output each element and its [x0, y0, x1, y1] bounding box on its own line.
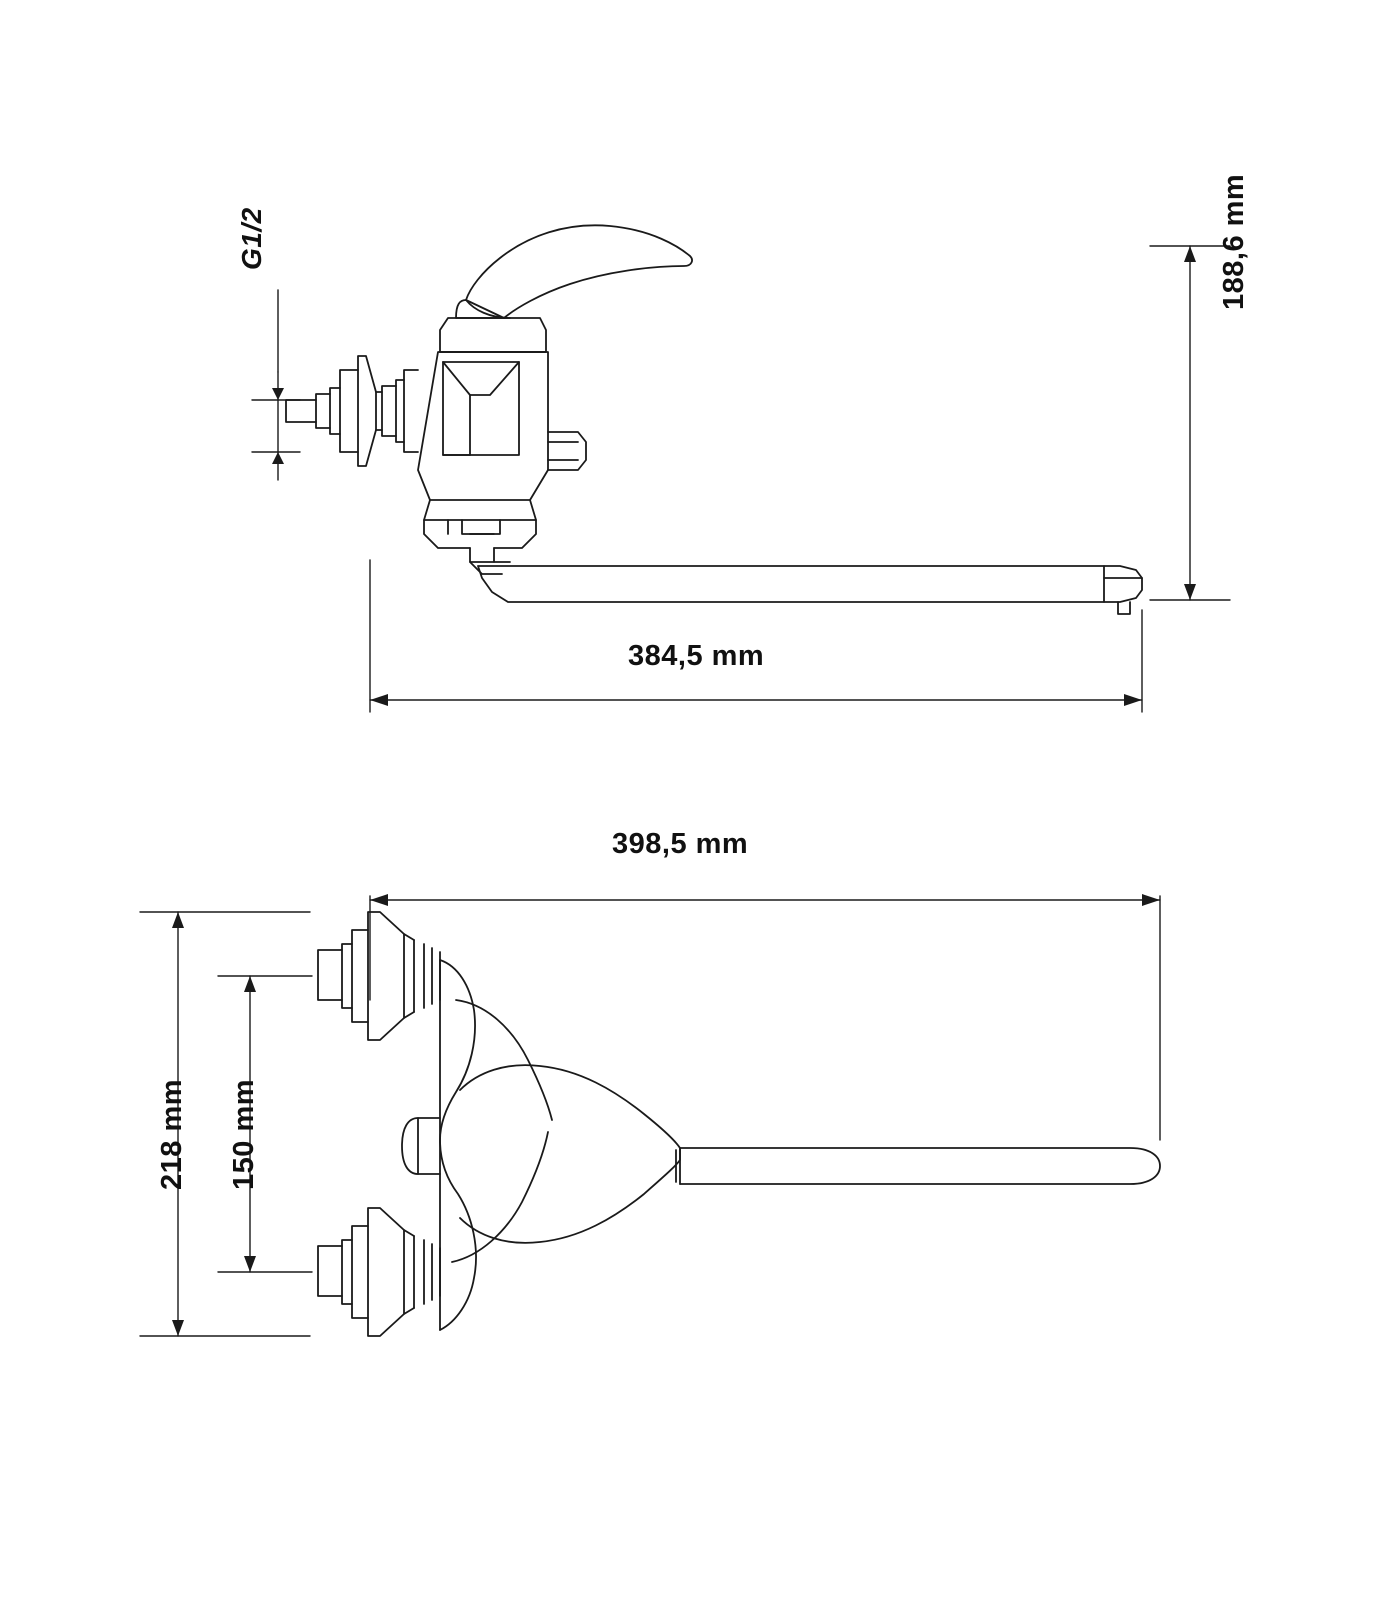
dimension-label-height-188: 188,6 mm [1218, 173, 1250, 310]
side-view-faucet-outline [286, 225, 1142, 614]
dimension-label-length-398: 398,5 mm [612, 828, 749, 860]
dimension-label-thread: G1/2 [236, 207, 267, 270]
dimension-label-length-384: 384,5 mm [628, 640, 765, 672]
top-view-faucet-outline [318, 912, 1160, 1336]
dimension-label-center-150: 150 mm [228, 1078, 260, 1190]
dimension-thread-g12 [252, 290, 300, 480]
dimension-length-398 [370, 894, 1160, 1140]
dimension-label-width-218: 218 mm [156, 1078, 188, 1190]
